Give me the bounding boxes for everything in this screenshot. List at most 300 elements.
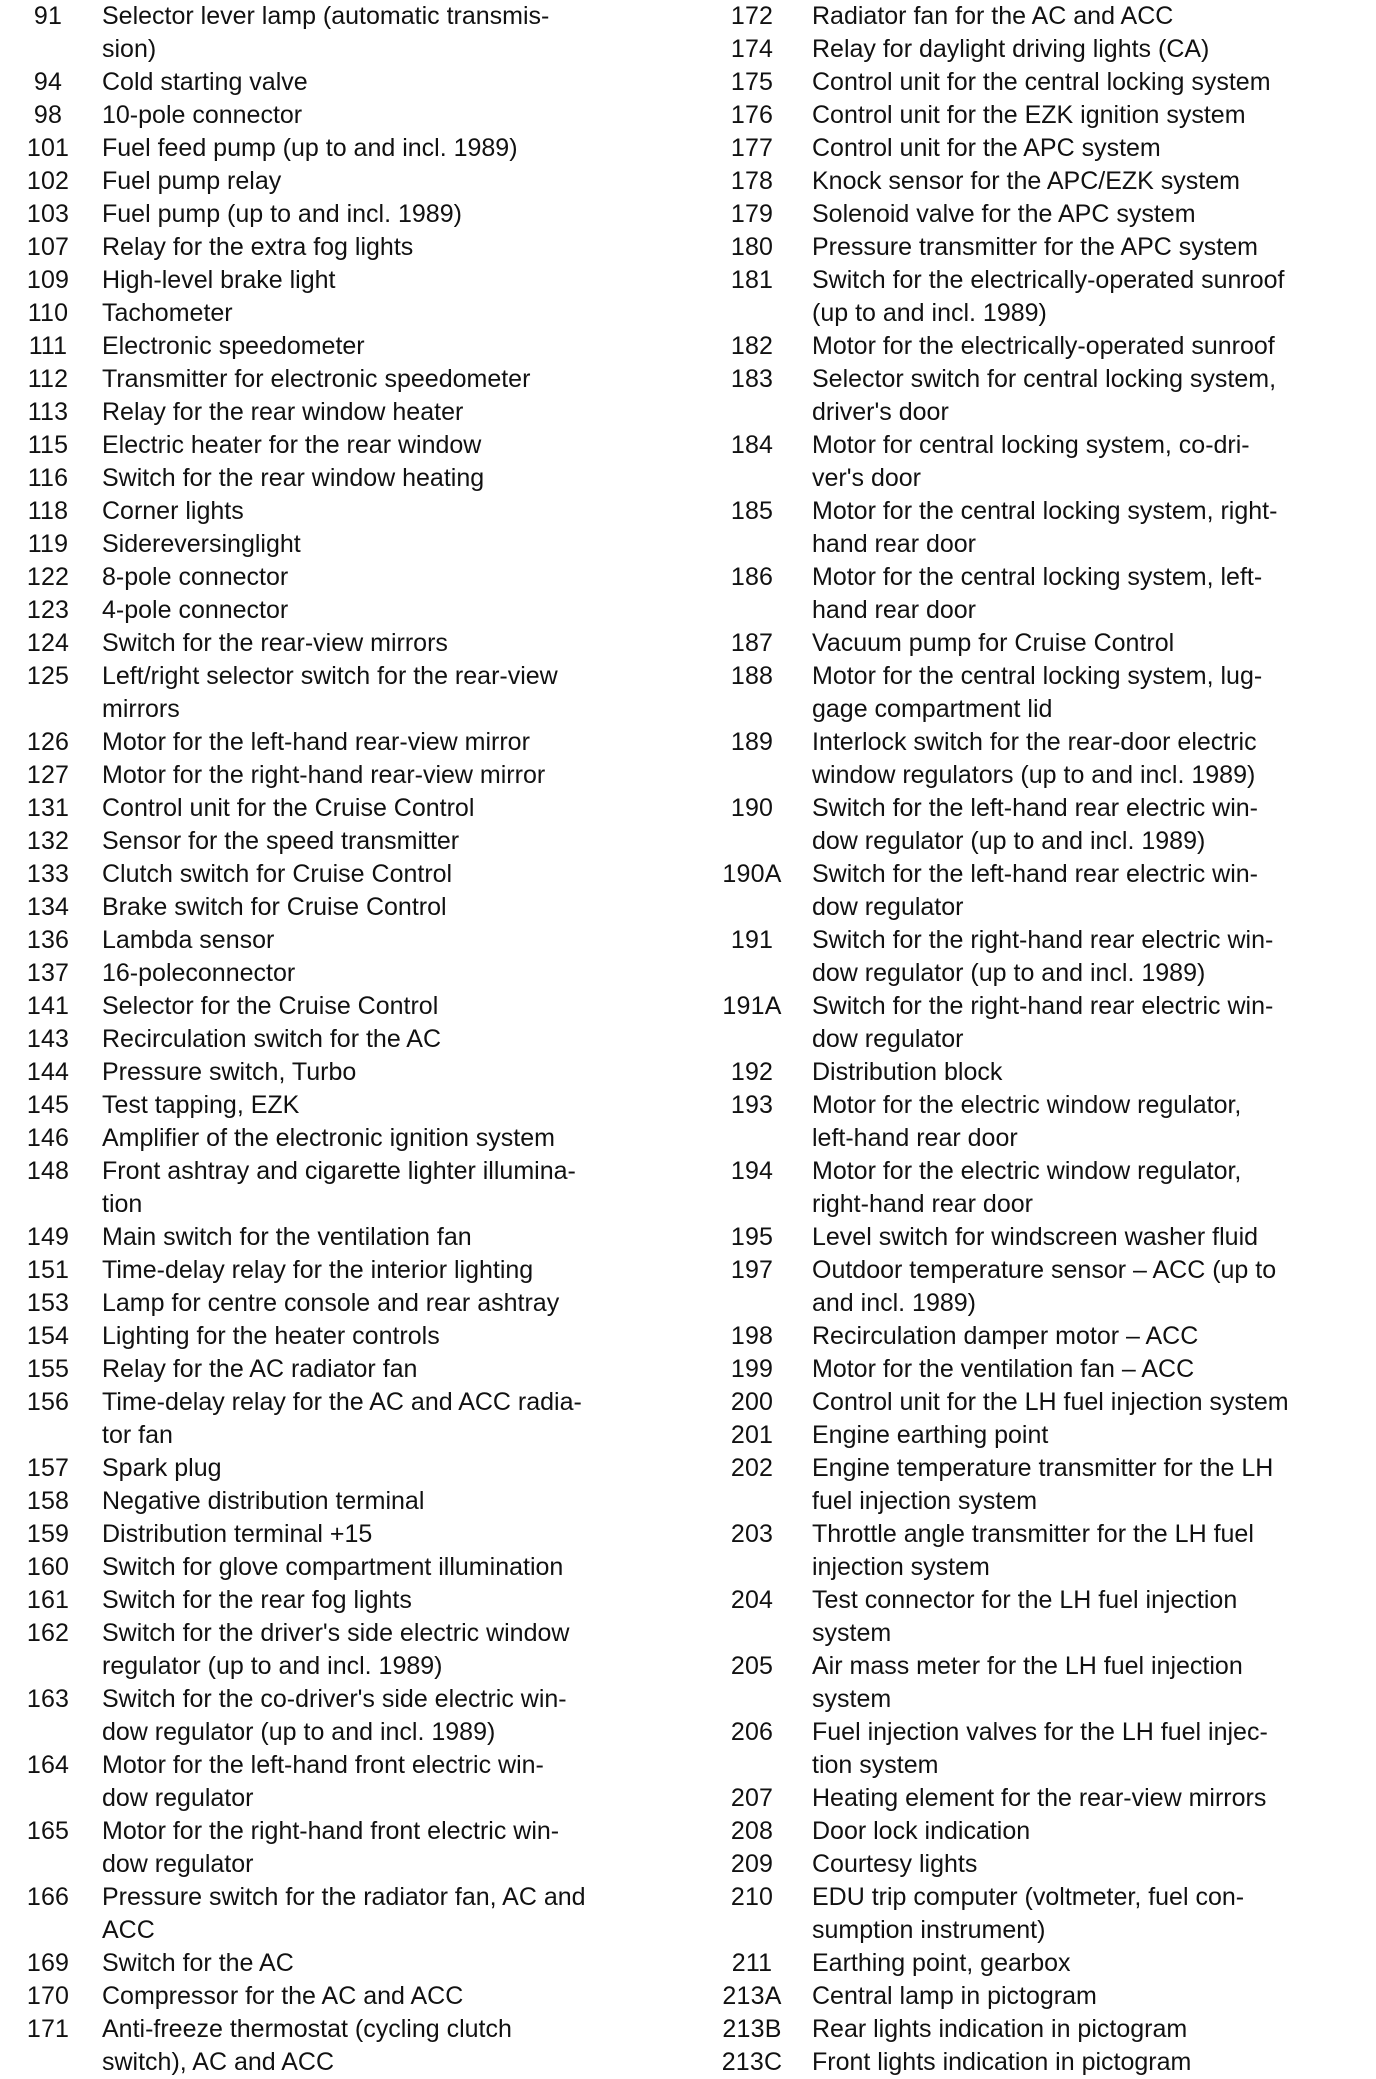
component-description bbox=[812, 99, 1374, 132]
component-number: 182 bbox=[730, 332, 774, 360]
description-line: Switch for glove compartment illumination bbox=[102, 1553, 564, 1581]
component-description bbox=[102, 627, 662, 660]
component-number: 197 bbox=[730, 1256, 774, 1284]
description-line: High-level brake light bbox=[102, 266, 336, 294]
component-number: 189 bbox=[730, 728, 774, 756]
description-line: ACC bbox=[102, 1916, 155, 1944]
legend-entry bbox=[0, 1320, 670, 1353]
description-line: Main switch for the ventilation fan bbox=[102, 1223, 472, 1251]
component-number: 184 bbox=[730, 431, 774, 459]
description-line: 10-pole connector bbox=[102, 101, 303, 129]
component-description bbox=[102, 1155, 662, 1221]
description-line: Switch for the co-driver's side electric win- bbox=[102, 1685, 567, 1713]
component-number: 186 bbox=[730, 563, 774, 591]
component-number: 190 bbox=[730, 794, 774, 822]
description-line: Electric heater for the rear window bbox=[102, 431, 482, 459]
legend-entry bbox=[0, 231, 670, 264]
component-number: 193 bbox=[730, 1091, 774, 1119]
legend-entry bbox=[700, 231, 1376, 264]
description-line: Switch for the electrically-operated sunroof bbox=[812, 266, 1285, 294]
legend-entry bbox=[0, 1947, 670, 1980]
legend-entry bbox=[700, 726, 1376, 792]
component-description bbox=[102, 759, 662, 792]
description-line: Knock sensor for the APC/EZK system bbox=[812, 167, 1240, 195]
legend-entry bbox=[0, 264, 670, 297]
description-line: Interlock switch for the rear-door electric bbox=[812, 728, 1257, 756]
component-description bbox=[102, 1056, 662, 1089]
description-line: Sensor for the speed transmitter bbox=[102, 827, 460, 855]
component-number: 174 bbox=[730, 35, 774, 63]
component-number: 161 bbox=[26, 1586, 70, 1614]
component-number: 191 bbox=[730, 926, 774, 954]
component-description bbox=[812, 1452, 1374, 1518]
legend-entry bbox=[700, 1782, 1376, 1815]
legend-entry bbox=[700, 99, 1376, 132]
description-line: Amplifier of the electronic ignition system bbox=[102, 1124, 555, 1152]
component-description bbox=[812, 1584, 1374, 1650]
component-description bbox=[102, 1980, 662, 2013]
component-number: 122 bbox=[26, 563, 70, 591]
component-number: 119 bbox=[27, 530, 69, 558]
legend-entry bbox=[0, 1485, 670, 1518]
legend-entry bbox=[0, 0, 670, 66]
legend-entry bbox=[700, 1584, 1376, 1650]
description-line: Test tapping, EZK bbox=[102, 1091, 300, 1119]
component-description bbox=[102, 429, 662, 462]
component-description bbox=[102, 924, 662, 957]
legend-entry bbox=[0, 924, 670, 957]
component-description bbox=[812, 1386, 1374, 1419]
component-number: 210 bbox=[730, 1883, 774, 1911]
component-number: 132 bbox=[26, 827, 70, 855]
component-description bbox=[812, 495, 1374, 561]
component-description bbox=[812, 627, 1374, 660]
component-number: 159 bbox=[26, 1520, 70, 1548]
component-number: 202 bbox=[730, 1454, 774, 1482]
component-number: 179 bbox=[730, 200, 774, 228]
component-description bbox=[102, 825, 662, 858]
component-description bbox=[102, 1221, 662, 1254]
description-line: hand rear door bbox=[812, 596, 977, 624]
description-line: and incl. 1989) bbox=[812, 1289, 977, 1317]
description-line: Motor for the electrically-operated sunroof bbox=[812, 332, 1275, 360]
legend-entry bbox=[0, 330, 670, 363]
component-number: 91 bbox=[33, 2, 63, 30]
component-number: 160 bbox=[26, 1553, 70, 1581]
legend-entry bbox=[700, 924, 1376, 990]
component-number: 146 bbox=[26, 1124, 70, 1152]
description-line: Time-delay relay for the AC and ACC radia- bbox=[102, 1388, 582, 1416]
component-description bbox=[102, 1881, 662, 1947]
legend-entry bbox=[700, 1056, 1376, 1089]
legend-entry bbox=[700, 1881, 1376, 1947]
component-number: 164 bbox=[26, 1751, 70, 1779]
description-line: EDU trip computer (voltmeter, fuel con- bbox=[812, 1883, 1245, 1911]
description-line: Motor for the electric window regulator, bbox=[812, 1091, 1242, 1119]
legend-entry bbox=[0, 1386, 670, 1452]
component-description bbox=[102, 1815, 662, 1881]
legend-entry bbox=[0, 594, 670, 627]
legend-entry bbox=[0, 1254, 670, 1287]
component-number: 133 bbox=[26, 860, 70, 888]
legend-entry bbox=[700, 66, 1376, 99]
component-number: 188 bbox=[730, 662, 774, 690]
component-number: 110 bbox=[27, 299, 69, 327]
description-line: Spark plug bbox=[102, 1454, 222, 1482]
description-line: Control unit for the Cruise Control bbox=[102, 794, 475, 822]
description-line: Relay for the rear window heater bbox=[102, 398, 464, 426]
legend-entry bbox=[700, 132, 1376, 165]
description-line: Control unit for the APC system bbox=[812, 134, 1161, 162]
component-description bbox=[102, 891, 662, 924]
component-number: 157 bbox=[26, 1454, 70, 1482]
component-number: 143 bbox=[26, 1025, 70, 1053]
component-description bbox=[102, 1584, 662, 1617]
description-line: dow regulator bbox=[812, 1025, 964, 1053]
legend-entry bbox=[0, 858, 670, 891]
legend-entry bbox=[0, 990, 670, 1023]
component-number: 208 bbox=[730, 1817, 774, 1845]
legend-entry bbox=[0, 792, 670, 825]
description-line: Brake switch for Cruise Control bbox=[102, 893, 447, 921]
component-description bbox=[812, 1650, 1374, 1716]
legend-entry bbox=[0, 726, 670, 759]
component-description bbox=[812, 1980, 1374, 2013]
description-line: Rear lights indication in pictogram bbox=[812, 2015, 1188, 2043]
description-line: Switch for the left-hand rear electric win- bbox=[812, 860, 1259, 888]
description-line: injection system bbox=[812, 1553, 990, 1581]
component-number: 162 bbox=[26, 1619, 70, 1647]
legend-entry bbox=[700, 429, 1376, 495]
component-description bbox=[812, 858, 1374, 924]
description-line: Cold starting valve bbox=[102, 68, 308, 96]
component-description bbox=[812, 429, 1374, 495]
description-line: Selector for the Cruise Control bbox=[102, 992, 439, 1020]
legend-entry bbox=[0, 891, 670, 924]
description-line: Control unit for the LH fuel injection system bbox=[812, 1388, 1289, 1416]
legend-entry bbox=[700, 1386, 1376, 1419]
legend-entry bbox=[0, 1056, 670, 1089]
description-line: Left/right selector switch for the rear-view bbox=[102, 662, 558, 690]
legend-entry bbox=[0, 660, 670, 726]
description-line: Fuel pump (up to and incl. 1989) bbox=[102, 200, 462, 228]
component-number: 176 bbox=[730, 101, 774, 129]
description-line: switch), AC and ACC bbox=[102, 2048, 335, 2076]
description-line: dow regulator (up to and incl. 1989) bbox=[812, 827, 1206, 855]
description-line: Switch for the right-hand rear electric win- bbox=[812, 992, 1274, 1020]
component-number: 109 bbox=[26, 266, 70, 294]
component-description bbox=[812, 363, 1374, 429]
description-line: Corner lights bbox=[102, 497, 244, 525]
component-number: 144 bbox=[26, 1058, 70, 1086]
component-number: 178 bbox=[730, 167, 774, 195]
description-line: Motor for the right-hand front electric win- bbox=[102, 1817, 560, 1845]
legend-entry bbox=[0, 99, 670, 132]
component-number: 158 bbox=[26, 1487, 70, 1515]
legend-entry bbox=[0, 198, 670, 231]
description-line: Selector lever lamp (automatic transmis- bbox=[102, 2, 550, 30]
component-description bbox=[812, 1221, 1374, 1254]
legend-entry bbox=[0, 66, 670, 99]
description-line: Distribution block bbox=[812, 1058, 1003, 1086]
component-number: 192 bbox=[730, 1058, 774, 1086]
description-line: Control unit for the EZK ignition system bbox=[812, 101, 1246, 129]
legend-entry bbox=[0, 1815, 670, 1881]
description-line: Motor for the left-hand front electric win- bbox=[102, 1751, 544, 1779]
component-number: 115 bbox=[27, 431, 69, 459]
component-number: 127 bbox=[26, 761, 70, 789]
legend-entry bbox=[700, 495, 1376, 561]
description-line: Motor for the central locking system, left- bbox=[812, 563, 1263, 591]
component-description bbox=[102, 132, 662, 165]
legend-entry bbox=[700, 1815, 1376, 1848]
component-description bbox=[102, 1386, 662, 1452]
component-description bbox=[102, 1485, 662, 1518]
description-line: Switch for the rear fog lights bbox=[102, 1586, 412, 1614]
description-line: Transmitter for electronic speedometer bbox=[102, 365, 531, 393]
component-number: 187 bbox=[730, 629, 774, 657]
component-description bbox=[812, 231, 1374, 264]
component-description bbox=[102, 1617, 662, 1683]
description-line: sion) bbox=[102, 35, 157, 63]
legend-entry bbox=[0, 363, 670, 396]
component-number: 209 bbox=[730, 1850, 774, 1878]
legend-entry bbox=[0, 1221, 670, 1254]
component-description bbox=[812, 330, 1374, 363]
description-line: Fuel feed pump (up to and incl. 1989) bbox=[102, 134, 518, 162]
component-description bbox=[102, 66, 662, 99]
component-description bbox=[102, 1089, 662, 1122]
legend-entry bbox=[700, 1089, 1376, 1155]
description-line: Fuel pump relay bbox=[102, 167, 282, 195]
component-description bbox=[812, 1353, 1374, 1386]
component-number: 136 bbox=[26, 926, 70, 954]
component-description bbox=[102, 1320, 662, 1353]
description-line: gage compartment lid bbox=[812, 695, 1053, 723]
description-line: driver's door bbox=[812, 398, 949, 426]
description-line: Motor for the left-hand rear-view mirror bbox=[102, 728, 530, 756]
component-number: 206 bbox=[730, 1718, 774, 1746]
component-description bbox=[812, 792, 1374, 858]
component-description bbox=[102, 231, 662, 264]
description-line: window regulators (up to and incl. 1989) bbox=[812, 761, 1256, 789]
component-description bbox=[812, 66, 1374, 99]
component-number: 177 bbox=[730, 134, 774, 162]
component-number: 141 bbox=[26, 992, 70, 1020]
legend-entry bbox=[700, 792, 1376, 858]
legend-entry bbox=[0, 1089, 670, 1122]
description-line: Vacuum pump for Cruise Control bbox=[812, 629, 1175, 657]
description-line: Throttle angle transmitter for the LH fuel bbox=[812, 1520, 1254, 1548]
component-number: 213A bbox=[722, 1982, 782, 2010]
component-description bbox=[812, 1089, 1374, 1155]
description-line: Selector switch for central locking system, bbox=[812, 365, 1277, 393]
component-number: 156 bbox=[26, 1388, 70, 1416]
component-number: 207 bbox=[730, 1784, 774, 1812]
legend-entry bbox=[700, 2013, 1376, 2046]
component-number: 185 bbox=[730, 497, 774, 525]
component-description bbox=[102, 363, 662, 396]
component-number: 175 bbox=[730, 68, 774, 96]
component-number: 155 bbox=[26, 1355, 70, 1383]
legend-entry bbox=[0, 1353, 670, 1386]
component-number: 194 bbox=[730, 1157, 774, 1185]
component-description bbox=[102, 1551, 662, 1584]
component-number: 213B bbox=[722, 2015, 782, 2043]
description-line: dow regulator bbox=[102, 1850, 254, 1878]
legend-entry bbox=[0, 1980, 670, 2013]
description-line: Relay for the AC radiator fan bbox=[102, 1355, 418, 1383]
description-line: Switch for the AC bbox=[102, 1949, 294, 1977]
component-description bbox=[102, 396, 662, 429]
component-number: 183 bbox=[730, 365, 774, 393]
description-line: regulator (up to and incl. 1989) bbox=[102, 1652, 443, 1680]
component-number: 124 bbox=[26, 629, 70, 657]
legend-entry bbox=[0, 528, 670, 561]
component-description bbox=[812, 1254, 1374, 1320]
component-number: 125 bbox=[26, 662, 70, 690]
description-line: Compressor for the AC and ACC bbox=[102, 1982, 464, 2010]
legend-entry bbox=[700, 1353, 1376, 1386]
description-line: Pressure transmitter for the APC system bbox=[812, 233, 1258, 261]
description-line: system bbox=[812, 1685, 892, 1713]
legend-entry bbox=[0, 1122, 670, 1155]
legend-entry bbox=[700, 1320, 1376, 1353]
component-number: 195 bbox=[730, 1223, 774, 1251]
description-line: dow regulator (up to and incl. 1989) bbox=[102, 1718, 496, 1746]
description-line: Front ashtray and cigarette lighter illumina- bbox=[102, 1157, 576, 1185]
component-description bbox=[102, 1287, 662, 1320]
component-description bbox=[812, 2013, 1374, 2046]
legend-entry bbox=[700, 660, 1376, 726]
legend-entry bbox=[700, 1716, 1376, 1782]
component-number: 165 bbox=[26, 1817, 70, 1845]
component-number: 137 bbox=[26, 959, 70, 987]
component-number: 112 bbox=[27, 365, 69, 393]
description-line: (up to and incl. 1989) bbox=[812, 299, 1047, 327]
legend-entry bbox=[0, 1287, 670, 1320]
component-number: 102 bbox=[26, 167, 70, 195]
description-line: Level switch for windscreen washer fluid bbox=[812, 1223, 1259, 1251]
legend-entry bbox=[700, 561, 1376, 627]
component-description bbox=[812, 924, 1374, 990]
legend-entry bbox=[0, 1584, 670, 1617]
component-description bbox=[812, 198, 1374, 231]
legend-entry bbox=[0, 165, 670, 198]
legend-entry bbox=[0, 396, 670, 429]
description-line: Anti-freeze thermostat (cycling clutch bbox=[102, 2015, 512, 2043]
component-number: 172 bbox=[730, 2, 774, 30]
description-line: Switch for the left-hand rear electric win- bbox=[812, 794, 1259, 822]
component-description bbox=[102, 495, 662, 528]
component-description bbox=[102, 1749, 662, 1815]
left-column bbox=[0, 0, 670, 2079]
legend-entry bbox=[700, 1221, 1376, 1254]
component-description bbox=[812, 1881, 1374, 1947]
description-line: Pressure switch for the radiator fan, AC and bbox=[102, 1883, 586, 1911]
component-description bbox=[812, 1419, 1374, 1452]
description-line: left-hand rear door bbox=[812, 1124, 1018, 1152]
description-line: Negative distribution terminal bbox=[102, 1487, 425, 1515]
component-number: 181 bbox=[730, 266, 774, 294]
description-line: Engine temperature transmitter for the LH bbox=[812, 1454, 1274, 1482]
description-line: Switch for the rear-view mirrors bbox=[102, 629, 448, 657]
component-number: 153 bbox=[26, 1289, 70, 1317]
description-line: Recirculation switch for the AC bbox=[102, 1025, 442, 1053]
legend-entry bbox=[700, 330, 1376, 363]
legend-entry bbox=[0, 1881, 670, 1947]
description-line: Motor for the right-hand rear-view mirror bbox=[102, 761, 546, 789]
legend-entry bbox=[0, 627, 670, 660]
description-line: Distribution terminal +15 bbox=[102, 1520, 373, 1548]
description-line: system bbox=[812, 1619, 892, 1647]
component-description bbox=[812, 33, 1374, 66]
component-description bbox=[102, 1947, 662, 1980]
component-description bbox=[102, 1452, 662, 1485]
component-description bbox=[102, 594, 662, 627]
description-line: Electronic speedometer bbox=[102, 332, 365, 360]
description-line: 8-pole connector bbox=[102, 563, 289, 591]
component-description bbox=[812, 1848, 1374, 1881]
description-line: Air mass meter for the LH fuel injection bbox=[812, 1652, 1243, 1680]
component-description bbox=[812, 132, 1374, 165]
component-number: 198 bbox=[730, 1322, 774, 1350]
description-line: Lambda sensor bbox=[102, 926, 275, 954]
component-number: 111 bbox=[28, 332, 68, 360]
legend-entry bbox=[0, 561, 670, 594]
legend-entry bbox=[0, 495, 670, 528]
description-line: Motor for central locking system, co-dri- bbox=[812, 431, 1250, 459]
description-line: Pressure switch, Turbo bbox=[102, 1058, 357, 1086]
right-column bbox=[700, 0, 1376, 2079]
component-number: 113 bbox=[27, 398, 69, 426]
legend-entry bbox=[700, 165, 1376, 198]
legend-entry bbox=[700, 198, 1376, 231]
component-description bbox=[102, 1023, 662, 1056]
legend-entry bbox=[0, 1518, 670, 1551]
component-number: 98 bbox=[33, 101, 63, 129]
component-number: 191A bbox=[722, 992, 782, 1020]
description-line: tor fan bbox=[102, 1421, 173, 1449]
component-number: 204 bbox=[730, 1586, 774, 1614]
description-line: Earthing point, gearbox bbox=[812, 1949, 1071, 1977]
component-description bbox=[812, 2046, 1374, 2079]
component-description bbox=[812, 561, 1374, 627]
legend-entry bbox=[0, 429, 670, 462]
description-line: dow regulator (up to and incl. 1989) bbox=[812, 959, 1206, 987]
description-line: Courtesy lights bbox=[812, 1850, 978, 1878]
component-number: 126 bbox=[26, 728, 70, 756]
description-line: Clutch switch for Cruise Control bbox=[102, 860, 453, 888]
legend-entry bbox=[0, 462, 670, 495]
description-line: sumption instrument) bbox=[812, 1916, 1046, 1944]
legend-entry bbox=[700, 1980, 1376, 2013]
component-description bbox=[812, 1320, 1374, 1353]
component-number: 148 bbox=[26, 1157, 70, 1185]
description-line: Radiator fan for the AC and ACC bbox=[812, 2, 1174, 30]
component-description bbox=[102, 957, 662, 990]
legend-entry bbox=[0, 1617, 670, 1683]
component-description bbox=[812, 1782, 1374, 1815]
legend-entry bbox=[0, 1551, 670, 1584]
legend-entry bbox=[700, 1947, 1376, 1980]
description-line: dow regulator bbox=[102, 1784, 254, 1812]
description-line: ver's door bbox=[812, 464, 921, 492]
legend-entry bbox=[700, 990, 1376, 1056]
description-line: Lighting for the heater controls bbox=[102, 1322, 440, 1350]
component-number: 200 bbox=[730, 1388, 774, 1416]
component-number: 180 bbox=[730, 233, 774, 261]
